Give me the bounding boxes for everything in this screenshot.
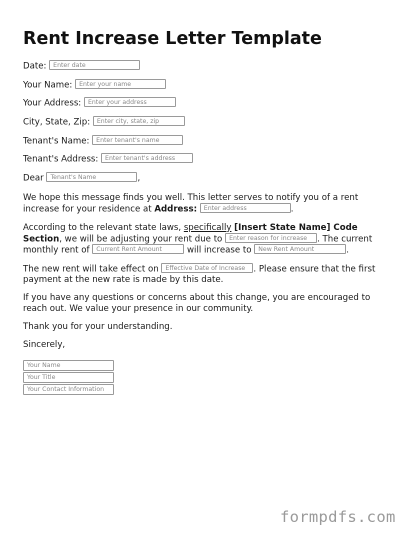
signature-contact-input[interactable] — [23, 384, 114, 395]
greeting-comma: , — [137, 173, 141, 184]
current-rent-input[interactable] — [92, 244, 184, 254]
address-bold-label: Address: — [154, 204, 198, 215]
questions-paragraph: If you have any questions or concerns about this change, you are encouraged to reach out. We value your presence in our community. — [23, 293, 371, 315]
tenant-name-input[interactable] — [92, 135, 183, 145]
brand-watermark: formpdfs.com — [280, 508, 396, 526]
city-state-zip-input[interactable] — [93, 116, 185, 126]
page-title: Rent Increase Letter Template — [23, 29, 322, 49]
effective-text-1: The new rent will take effect on — [23, 264, 162, 275]
signature-title-input[interactable] — [23, 372, 114, 383]
effective-text-2: . Please ensure that the first payment at the new rate is made by this date. — [23, 264, 376, 286]
letter-page — [23, 28, 395, 395]
your-name-input[interactable] — [75, 79, 166, 89]
your-name-label: Your Name: — [23, 80, 73, 91]
tenant-name-label: Tenant's Name: — [23, 136, 90, 147]
legal-text-3: . The current monthly rent of — [23, 234, 373, 256]
tenant-address-input[interactable] — [101, 153, 193, 163]
residence-address-input[interactable] — [200, 203, 291, 213]
notice-paragraph — [23, 193, 395, 216]
signature-block — [23, 360, 395, 395]
new-rent-input[interactable] — [254, 244, 346, 254]
legal-paragraph — [23, 223, 395, 257]
tenant-name-row — [23, 136, 395, 147]
legal-end: . — [346, 245, 349, 256]
specifically-underlined: specifically — [183, 222, 232, 233]
notice-end: . — [290, 204, 294, 215]
legal-text-1: According to the relevant state laws, — [23, 222, 184, 233]
your-address-row — [23, 98, 395, 109]
notice-text: We hope this message finds you well. This letter serves to notify you of a rent increase for your residence at — [23, 193, 359, 215]
legal-text-2: , we will be adjusting your rent due to — [59, 234, 226, 245]
city-state-zip-row — [23, 117, 395, 128]
tenant-address-label: Tenant's Address: — [23, 154, 99, 165]
date-input[interactable] — [49, 60, 140, 70]
signature-name-input[interactable] — [23, 360, 114, 371]
greeting-word: Dear — [23, 173, 44, 184]
legal-text-4: will increase to — [184, 245, 255, 256]
effective-paragraph — [23, 264, 395, 287]
tenant-address-row — [23, 154, 395, 165]
date-row — [23, 61, 395, 72]
your-name-row — [23, 80, 395, 91]
your-address-label: Your Address: — [23, 98, 82, 109]
greeting-tenant-name-input[interactable] — [46, 172, 137, 182]
date-label: Date: — [23, 61, 47, 72]
closing-text: Sincerely, — [23, 340, 66, 351]
city-state-zip-label: City, State, Zip: — [23, 117, 91, 128]
thanks-paragraph: Thank you for your understanding. — [23, 322, 173, 333]
your-address-input[interactable] — [84, 97, 176, 107]
reason-input[interactable] — [225, 233, 317, 243]
effective-date-input[interactable] — [161, 263, 253, 273]
state-code-bold: [Insert State Name] Code Section — [23, 222, 358, 245]
greeting-row — [23, 173, 395, 184]
